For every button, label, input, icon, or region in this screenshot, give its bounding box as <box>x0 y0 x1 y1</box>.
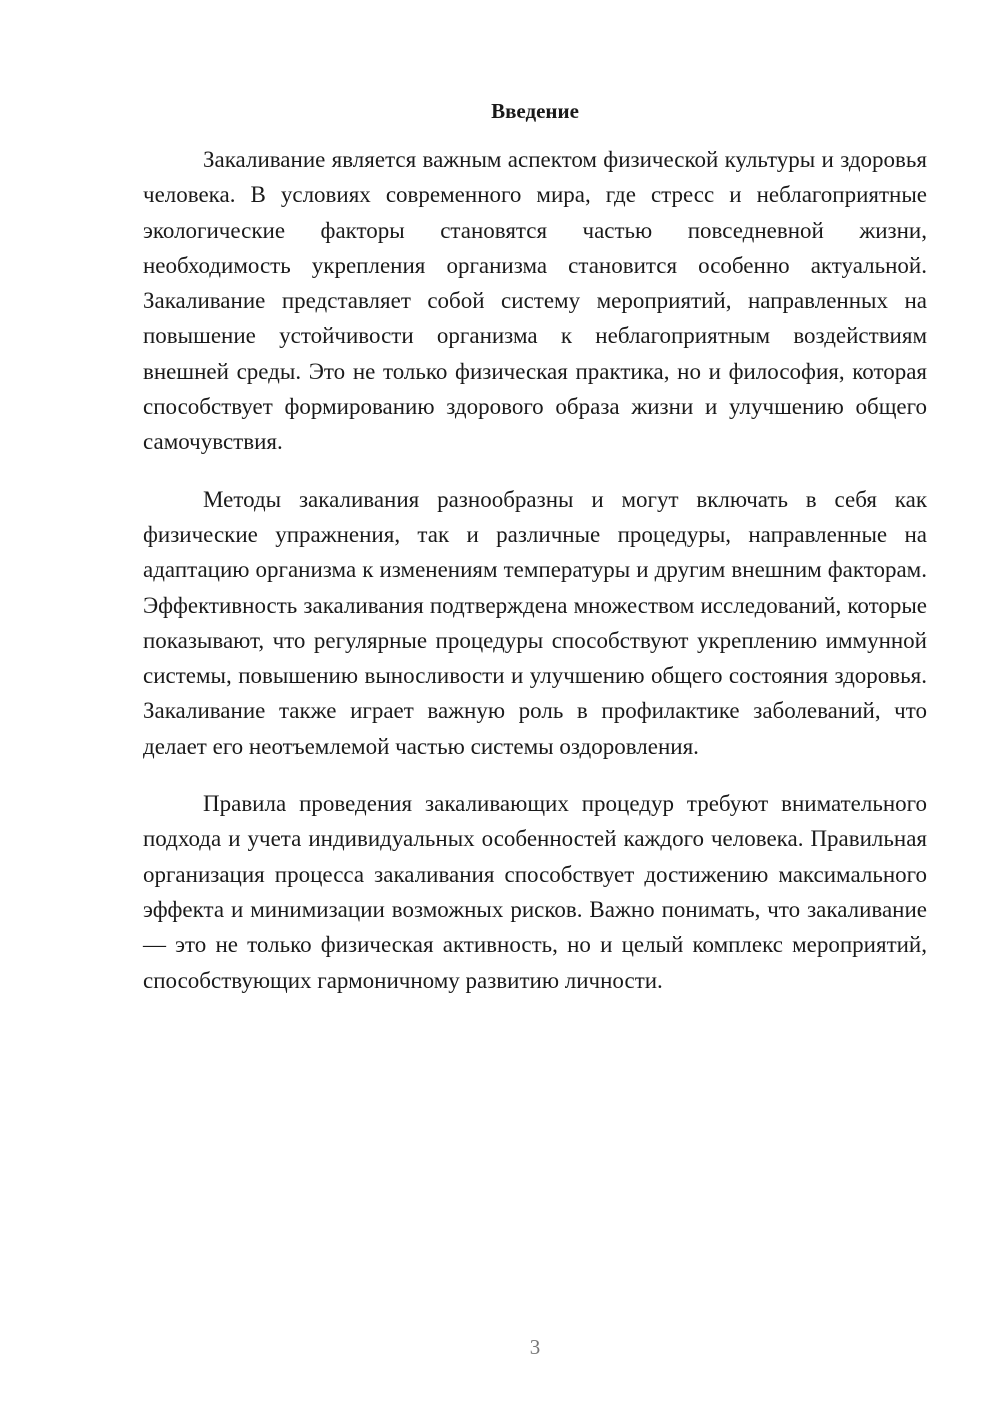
paragraph-2: Методы закаливания разнообразны и могут включать в себя как физические упражнения, так и различные процедуры, направленные на адаптацию организма к изменениям температуры и другим внешним факторам. Эффективность закаливания подтверждена множеством исследований, которые показывают, что регулярные процедуры способствуют укреплению иммунной системы, повышению выносливости и улучшению общего состояния здоровья. Закаливание также играет важную роль в профилактике заболеваний, что делает его неотъемлемой частью системы оздоровления. <box>143 486 927 759</box>
page-number: 3 <box>529 1335 541 1359</box>
paragraph-3: Правила проведения закаливающих процедур требуют внимательного подхода и учета индивидуальных особенностей каждого человека. Правильная организация процесса закаливания способствует достижению максимального эффекта и минимизации возможных рисков. Важно понимать, что закаливание — это не только физическая активность, но и целый комплекс мероприятий, способствующих гармоничному развитию личности. <box>143 791 927 993</box>
page-title: Введение <box>491 99 579 123</box>
paragraph-1: Закаливание является важным аспектом физической культуры и здоровья человека. В условиях современного мира, где стресс и неблагоприятные экологические факторы становятся частью повседневной жизни, необходимость укрепления организма становится особенно актуальной. Закаливание представляет собой систему мероприятий, направленных на повышение устойчивости организма к неблагоприятным воздействиям внешней среды. Это не только физическая практика, но и философия, которая способствует формированию здорового образа жизни и улучшению общего самочувствия. <box>143 147 927 455</box>
body-text <box>143 142 927 1020</box>
